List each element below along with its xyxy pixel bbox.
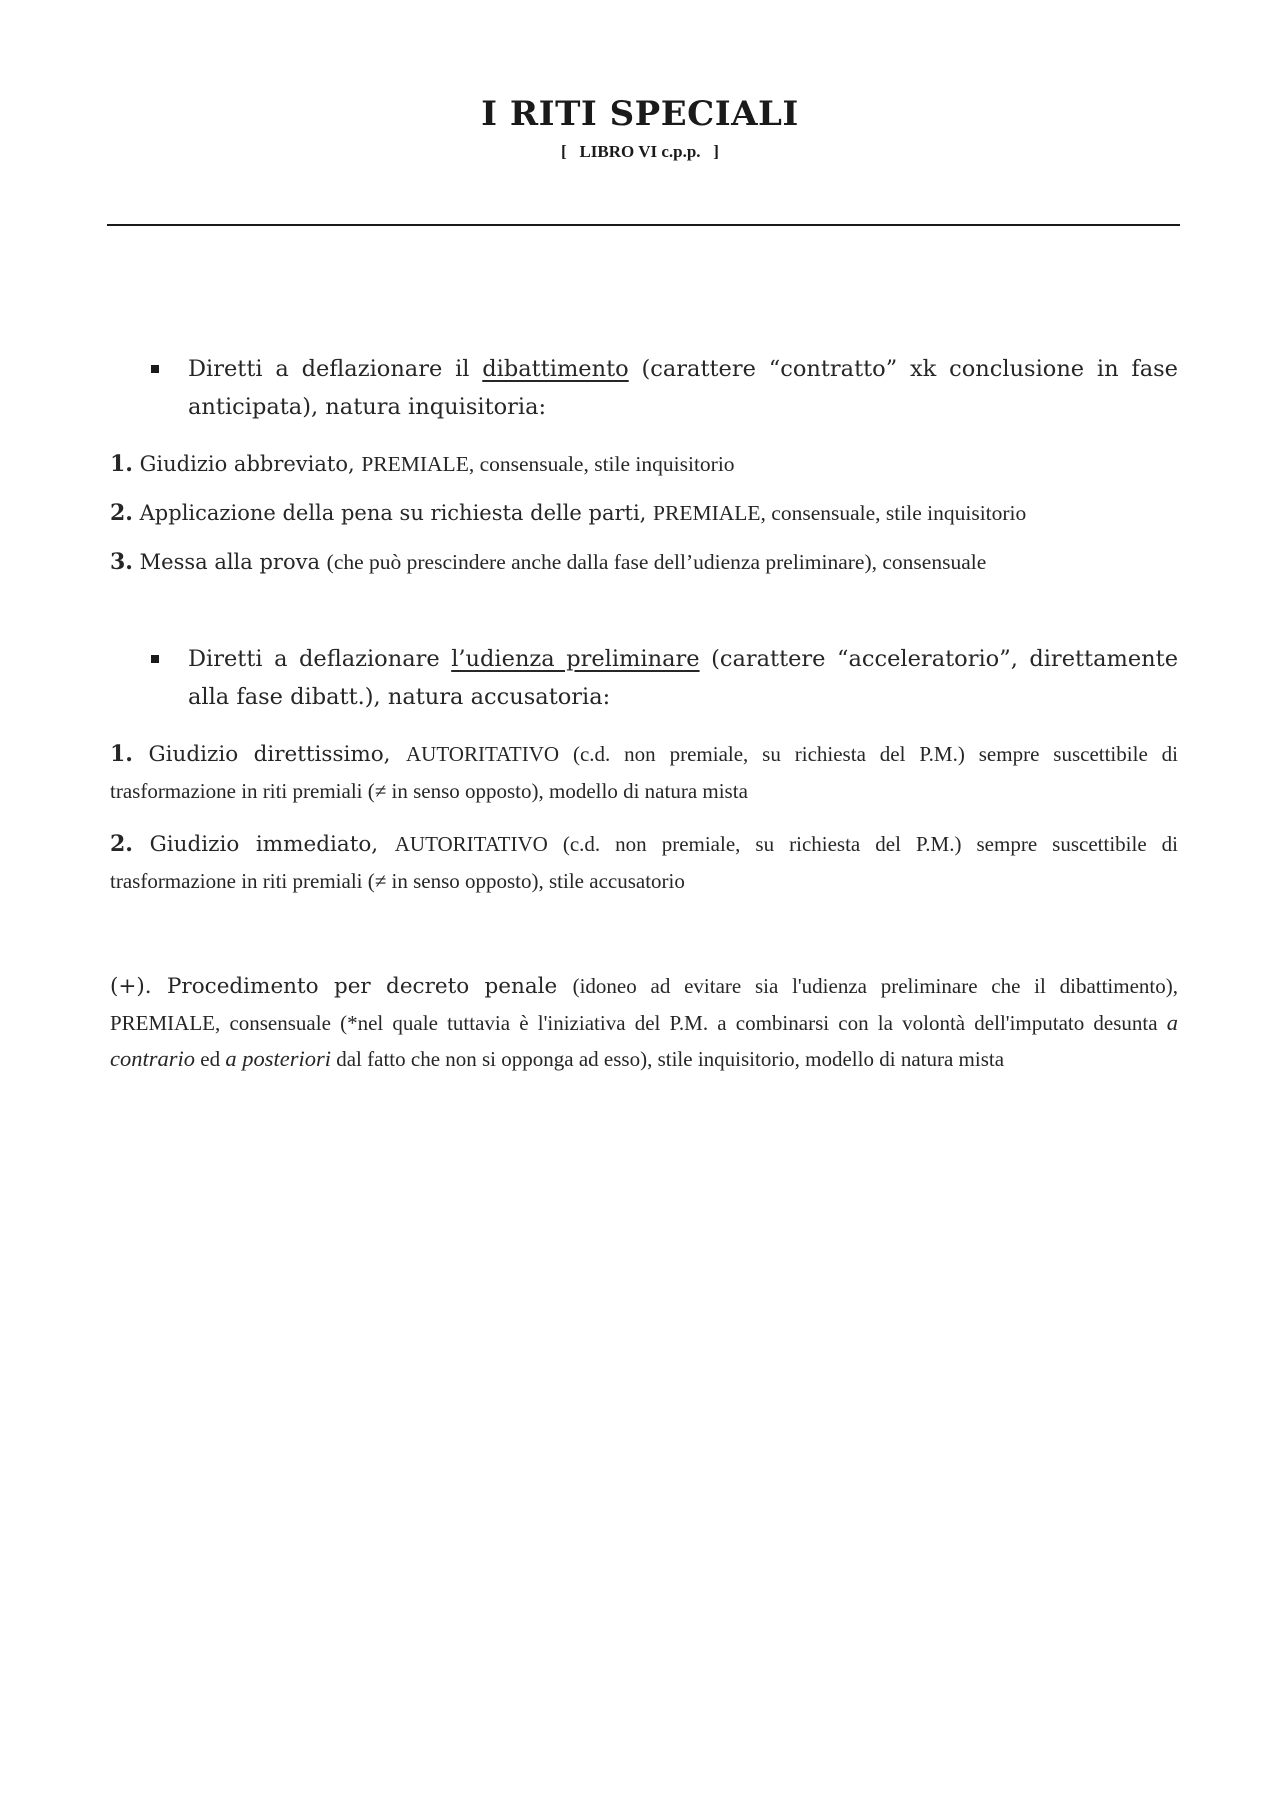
bullet-text-underlined: dibattimento [482,356,629,382]
item-lead: Giudizio direttissimo, [132,742,406,767]
item-lead: Messa alla prova [132,550,327,574]
section-dibattimento [110,350,1178,426]
bullet-text-post: (carattere “acceleratorio”, direttamente alla fase dibatt.), natura accusatoria: [188,646,1179,710]
item-rest: AUTORITATIVO (c.d. non premiale, su richiesta del P.M.) sempre suscettibile di trasformazione in riti premiali (≠ in senso opposto), stile accusatorio [110,832,1178,893]
item-rest: (che può prescindere anche dalla fase dell’udienza preliminare), consensuale [326,550,987,574]
square-bullet-icon [151,365,159,373]
section-udienza [110,640,1178,716]
list-item [110,495,1178,531]
list-item [110,736,1178,809]
bullet-text-underlined: l’udienza preliminare [451,646,700,672]
item-number: 1. [110,741,133,767]
list-udienza-item-2 [110,826,1178,899]
item-lead: Giudizio immediato, [132,832,395,857]
item-number: 2. [110,831,133,857]
title-divider [107,224,1180,226]
item-rest: PREMIALE, consensuale, stile inquisitorio [653,501,1027,525]
item-number: 2. [110,500,133,526]
paragraph-text-2: ed [195,1047,226,1071]
list-item [110,544,1178,580]
bullet-dibattimento [110,350,1178,426]
list-udienza-item-1 [110,736,1178,809]
paragraph-italic-1: a contrario [110,1010,1178,1071]
paragraph-lead: (+). Procedimento per decreto penale [110,974,573,999]
square-bullet-icon [151,655,159,663]
item-number: 3. [110,549,133,575]
list-item [110,446,1178,482]
page-subtitle: [ LIBRO VI c.p.p. ] [561,142,719,161]
section-decreto-penale [110,968,1178,1077]
paragraph-italic-2: a posteriori [225,1046,331,1071]
list-item [110,826,1178,899]
list-dibattimento [110,446,1178,580]
bullet-text-pre: Diretti a deflazionare il [188,356,483,382]
item-number: 1. [110,451,133,477]
bullet-udienza [110,640,1178,716]
page-title: I RITI SPECIALI [481,94,799,134]
item-lead: Applicazione della pena su richiesta delle parti, [132,501,654,525]
item-rest: PREMIALE, consensuale, stile inquisitorio [361,452,735,476]
bullet-text-pre: Diretti a deflazionare [188,646,452,672]
paragraph-decreto [110,968,1178,1077]
item-lead: Giudizio abbreviato, [132,452,362,476]
paragraph-text-1: (idoneo ad evitare sia l'udienza preliminare che il dibattimento), PREMIALE, consensuale (*nel quale tuttavia è l'iniziativa del P.M. a combinarsi con la volontà dell'imputato desunta [110,974,1179,1035]
paragraph-text-3: dal fatto che non si opponga ad esso), stile inquisitorio, modello di natura mista [330,1047,1005,1071]
bullet-text-post: (carattere “contratto” xk conclusione in fase anticipata), natura inquisitoria: [188,356,1178,420]
item-rest: AUTORITATIVO (c.d. non premiale, su richiesta del P.M.) sempre suscettibile di trasformazione in riti premiali (≠ in senso opposto), modello di natura mista [110,742,1178,803]
